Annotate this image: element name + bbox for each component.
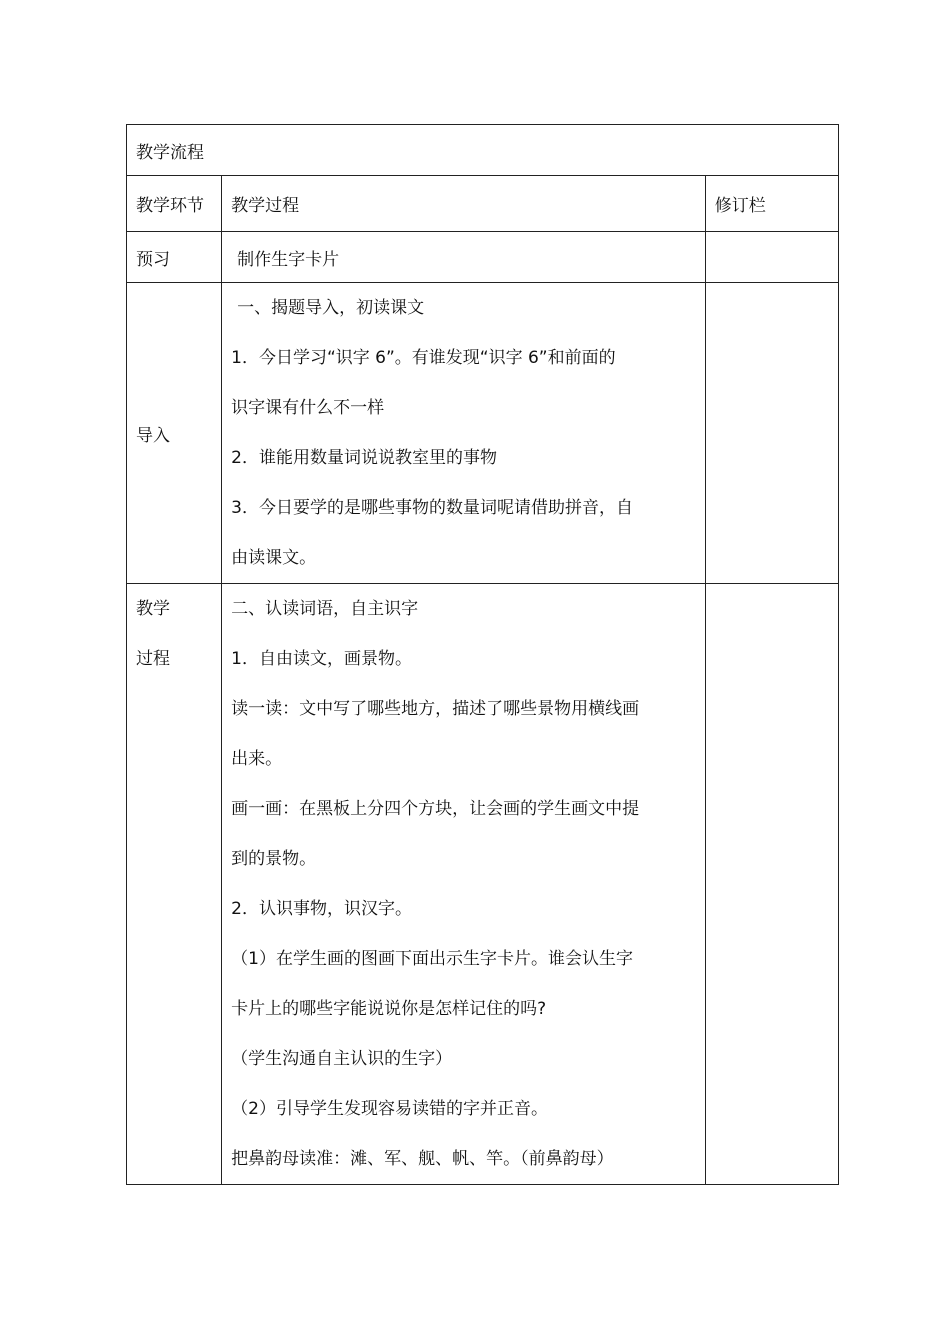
stage-line: 教学: [136, 599, 170, 619]
title-row: [127, 125, 839, 176]
lesson-flow-table: [126, 124, 839, 1185]
process-cell: [222, 584, 706, 1185]
process-line: 读一读：文中写了哪些地方，描述了哪些景物用横线画: [231, 699, 640, 719]
table-row: [127, 584, 839, 1185]
process-cell: [222, 232, 706, 283]
table-row: [127, 283, 839, 584]
header-row: [127, 176, 839, 232]
header-revision: 修订栏: [705, 176, 838, 232]
process-line: 二、认读词语，自主识字: [231, 599, 419, 619]
process-line: （1）在学生画的图画下面出示生字卡片。谁会认生字: [231, 949, 633, 969]
table-row: [127, 232, 839, 283]
process-line: 画一画：在黑板上分四个方块，让会画的学生画文中提: [231, 799, 640, 819]
process-line: 识字课有什么不一样: [231, 398, 385, 418]
process-line: 由读课文。: [231, 548, 317, 568]
revision-cell: [705, 283, 838, 584]
process-line: 一、揭题导入，初读课文: [237, 298, 425, 318]
process-line: 到的景物。: [231, 849, 317, 869]
process-line: 2．认识事物，识汉字。: [231, 899, 412, 919]
revision-cell: [705, 232, 838, 283]
stage-cell: 预习: [127, 232, 222, 283]
process-line: 制作生字卡片: [237, 249, 340, 270]
stage-cell: 导入: [127, 283, 222, 584]
process-line: 3．今日要学的是哪些事物的数量词呢请借助拼音，自: [231, 498, 633, 518]
process-line: 出来。: [231, 749, 283, 769]
process-cell: [222, 283, 706, 584]
stage-line: 过程: [136, 649, 170, 669]
process-line: 把鼻韵母读准：滩、军、舰、帆、竿。（前鼻韵母）: [231, 1149, 614, 1169]
process-line: （2）引导学生发现容易读错的字并正音。: [231, 1099, 548, 1119]
process-line: 1．今日学习“识字 6”。有谁发现“识字 6”和前面的: [231, 348, 616, 368]
process-line: 2．谁能用数量词说说教室里的事物: [231, 448, 497, 468]
header-process: 教学过程: [222, 176, 706, 232]
revision-cell: [705, 584, 838, 1185]
header-stage: 教学环节: [127, 176, 222, 232]
process-line: （学生沟通自主认识的生字）: [231, 1049, 453, 1069]
stage-cell: [127, 584, 222, 1185]
process-line: 卡片上的哪些字能说说你是怎样记住的吗?: [231, 999, 547, 1019]
process-line: 1．自由读文，画景物。: [231, 649, 412, 669]
table-title: 教学流程: [127, 125, 839, 176]
